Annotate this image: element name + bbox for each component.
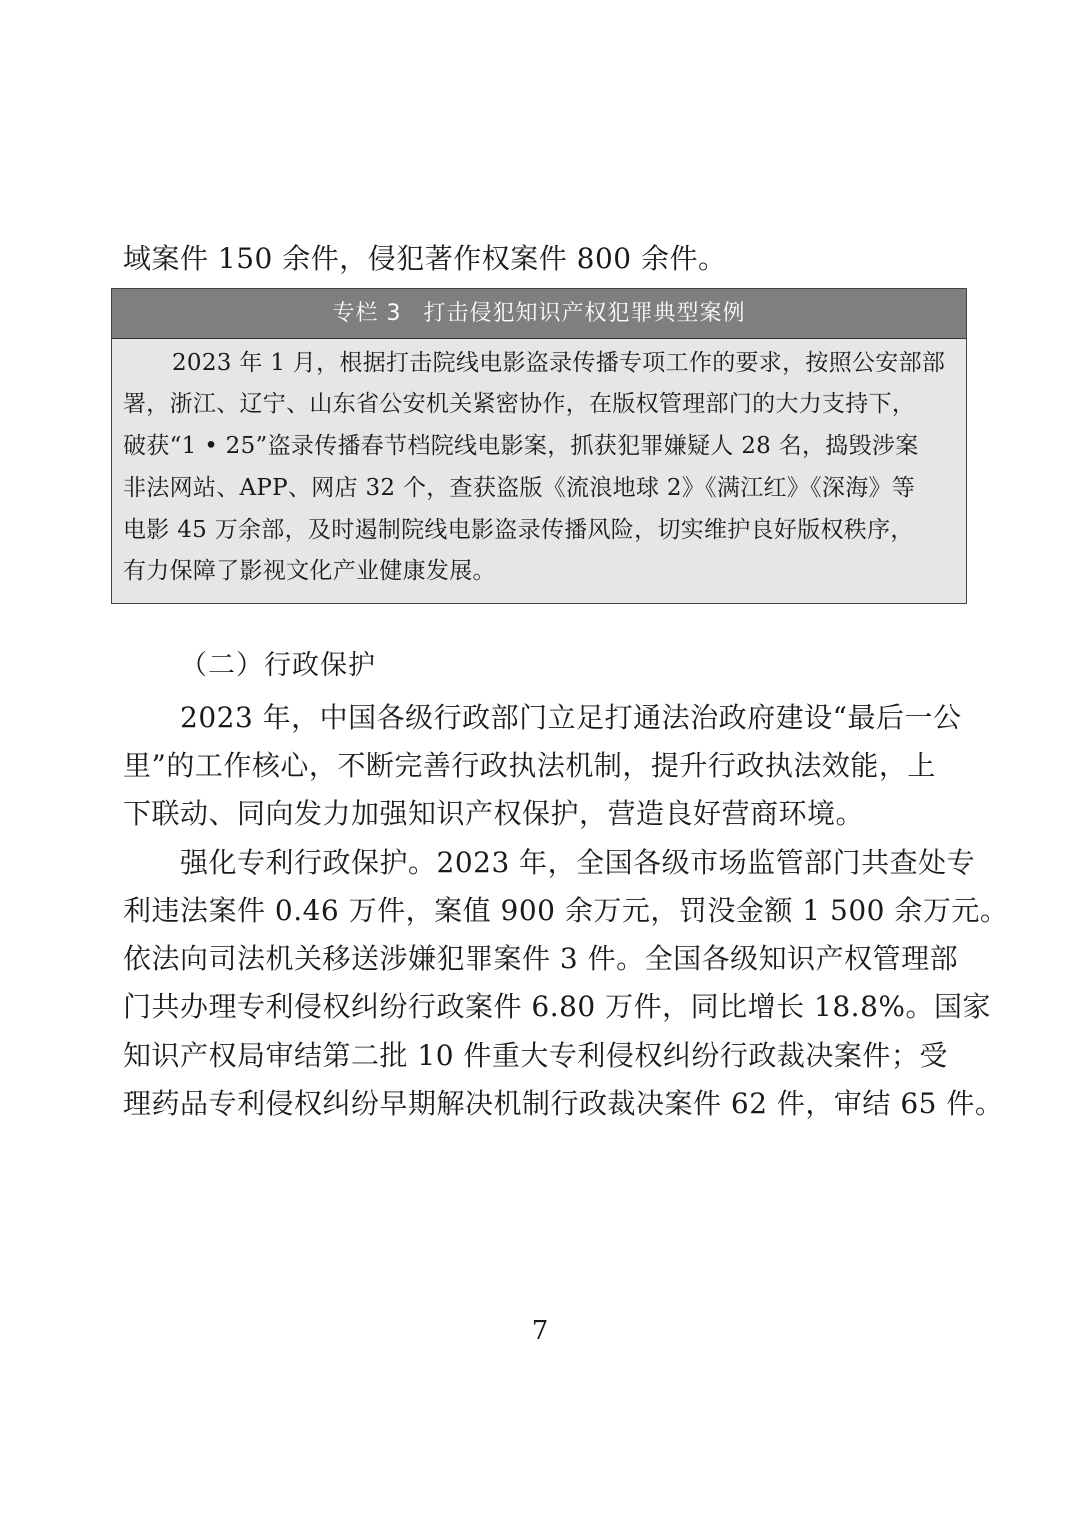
column-box-title: 打击侵犯知识产权犯罪典型案例: [423, 301, 746, 326]
section-heading: （二）行政保护: [180, 650, 376, 681]
paragraph-line: 理药品专利侵权纠纷早期解决机制行政裁决案件 62 件，审结 65 件。: [123, 1087, 1004, 1120]
column-box-line: 非法网站、APP、网店 32 个，查获盗版《流浪地球 2》《满江红》《深海》等: [123, 475, 916, 501]
page-number: 7: [531, 1316, 549, 1346]
paragraph-line: 依法向司法机关移送涉嫌犯罪案件 3 件。全国各级知识产权管理部: [123, 942, 959, 975]
column-box-line: 破获“1 • 25”盗录传播春节档院线电影案，抓获犯罪嫌疑人 28 名，捣毁涉案: [123, 433, 919, 459]
column-box-line: 有力保障了影视文化产业健康发展。: [123, 558, 496, 584]
column-box-line: 署，浙江、辽宁、山东省公安机关紧密协作，在版权管理部门的大力支持下，: [123, 391, 916, 417]
column-box-header: [112, 289, 966, 339]
continuation-text-line: 域案件 150 余件，侵犯著作权案件 800 余件。: [123, 242, 727, 275]
paragraph-line: 知识产权局审结第二批 10 件重大专利侵权纠纷行政裁决案件；受: [123, 1039, 948, 1072]
column-box-number: 专栏 3: [332, 301, 402, 326]
paragraph-line: 里”的工作核心，不断完善行政执法机制，提升行政执法效能，上: [123, 749, 936, 782]
paragraph-line: 门共办理专利侵权纠纷行政案件 6.80 万件，同比增长 18.8%。国家: [123, 990, 991, 1023]
paragraph-line: 利违法案件 0.46 万件，案值 900 余万元，罚没金额 1 500 余万元。: [123, 894, 1009, 927]
column-box: [111, 288, 967, 604]
paragraph-line: 强化专利行政保护。2023 年，全国各级市场监管部门共查处专: [180, 846, 976, 879]
paragraph-line: 下联动、同向发力加强知识产权保护，营造良好营商环境。: [123, 797, 865, 830]
column-box-line: 2023 年 1 月，根据打击院线电影盗录传播专项工作的要求，按照公安部部: [172, 350, 946, 376]
column-box-line: 电影 45 万余部，及时遏制院线电影盗录传播风险，切实维护良好版权秩序，: [123, 517, 914, 543]
paragraph-line: 2023 年，中国各级行政部门立足打通法治政府建设“最后一公: [180, 701, 962, 734]
